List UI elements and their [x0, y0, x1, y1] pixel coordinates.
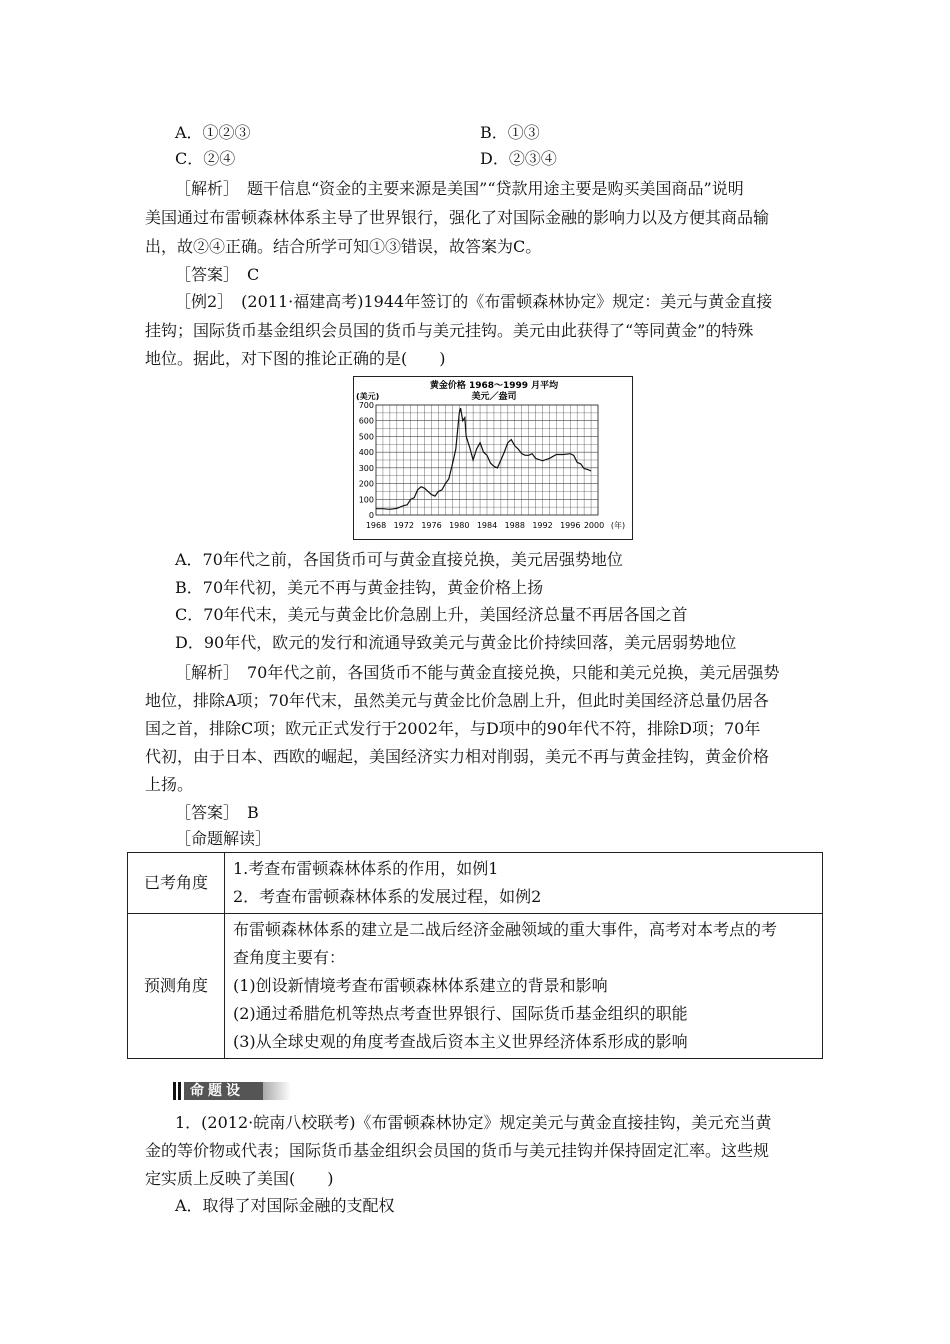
table-line: (3)从全球史观的角度考查战后资本主义世界经济体系形成的影响: [233, 1032, 688, 1051]
answer-2: ［答案］ B: [175, 803, 259, 822]
table-row: [128, 853, 823, 914]
example-2-option-d: D．90年代，欧元的发行和流通导致美元与黄金比价持续回落，美元居弱势地位: [175, 633, 737, 652]
question-1-option-a: A．取得了对国际金融的支配权: [175, 1196, 395, 1215]
table-line: (1)创设新情境考查布雷顿森林体系建立的背景和影响: [233, 976, 608, 995]
analysis-2-line-2: 地位，排除A项；70年代末，虽然美元与黄金比价急剧上升，但此时美国经济总量仍居各: [145, 691, 769, 710]
table-head-tested: 已考角度: [128, 853, 225, 914]
x-tick-label: 1968: [365, 521, 387, 530]
table-cell-tested: [225, 853, 823, 914]
table-line: 1.考查布雷顿森林体系的作用，如例1: [233, 859, 499, 878]
y-tick-label: 600: [358, 416, 374, 426]
y-tick-label: 400: [358, 448, 374, 458]
option-d: D．②③④: [480, 149, 557, 168]
reading-title: ［命题解读］: [175, 829, 272, 848]
x-tick-label: 1992: [532, 521, 553, 530]
x-tick-label: 2000: [583, 521, 605, 530]
chart-title: 黄金价格 1968～1999 月平均: [429, 381, 559, 391]
table-head-predicted: 预测角度: [128, 914, 225, 1059]
exam-reading-table: [127, 852, 823, 1059]
table-cell-predicted: [225, 914, 823, 1059]
gold-price-chart: [353, 376, 633, 540]
analysis-2-line-5: 上扬。: [145, 775, 194, 794]
example-2-option-c: C．70年代末，美元与黄金比价急剧上升，美国经济总量不再居各国之首: [175, 605, 688, 624]
x-tick-label: 1980: [449, 521, 470, 530]
analysis-2-line-3: 国之首，排除C项；欧元正式发行于2002年，与D项中的90年代不符，排除D项；70年: [145, 719, 761, 738]
table-row: [128, 914, 823, 1059]
analysis-2-line-1: ［解析］ 70年代之前，各国货币不能与黄金直接兑换，只能和美元兑换，美元居强势: [175, 663, 780, 682]
example-2-line-1: ［例2］ (2011·福建高考)1944年签订的《布雷顿森林协定》规定：美元与黄金直接: [175, 292, 773, 311]
x-tick-label: 1984: [476, 521, 498, 530]
banner-label: 命题设计: [184, 1082, 263, 1100]
table-line: (2)通过希腊危机等热点考查世界银行、国际货币基金组织的职能: [233, 1004, 688, 1023]
table-line: 查角度主要有：: [233, 948, 346, 967]
x-tick-label: 1988: [504, 521, 525, 530]
y-tick-label: 500: [358, 432, 374, 442]
x-tick-label: 1996: [560, 521, 581, 530]
y-tick-label: 300: [358, 463, 374, 473]
chart-y-unit: (美元): [356, 392, 380, 401]
question-1-line-3: 定实质上反映了美国( ): [145, 1169, 334, 1188]
option-a: A．①②③: [175, 123, 251, 142]
example-2-option-a: A．70年代之前，各国货币可与黄金直接兑换，美元居强势地位: [175, 550, 623, 569]
x-tick-label: 1972: [393, 521, 414, 530]
question-1-line-1: 1．(2012·皖南八校联考)《布雷顿森林协定》规定美元与黄金直接挂钩，美元充当黄: [175, 1113, 772, 1132]
table-line: 布雷顿森林体系的建立是二战后经济金融领域的重大事件，高考对本考点的考: [233, 920, 778, 939]
answer-1: ［答案］ C: [175, 265, 260, 284]
gold-price-line: [376, 408, 591, 509]
banner-bars-icon: [173, 1082, 181, 1100]
y-tick-label: 700: [358, 401, 374, 410]
analysis-1-line-2: 美国通过布雷顿森林体系主导了世界银行，强化了对国际金融的影响力以及方便其商品输: [145, 208, 770, 227]
banner-fade: [263, 1082, 291, 1100]
example-2-line-3: 地位。据此，对下图的推论正确的是( ): [145, 349, 446, 368]
x-tick-label: 1976: [421, 521, 442, 530]
example-2-line-2: 挂钩；国际货币基金组织会员国的货币与美元挂钩。美元由此获得了“等同黄金”的特殊: [145, 321, 754, 340]
analysis-1-line-3: 出，故②④正确。结合所学可知①③错误，故答案为C。: [145, 237, 542, 256]
example-2-option-b: B．70年代初，美元不再与黄金挂钩，黄金价格上扬: [175, 578, 544, 597]
chart-subtitle: 美元／盎司: [471, 392, 517, 402]
chart-svg: [354, 377, 632, 539]
analysis-2-line-4: 代初，由于日本、西欧的崛起，美国经济实力相对削弱，美元不再与黄金挂钩，黄金价格: [145, 747, 770, 766]
table-line: 2．考查布雷顿森林体系的发展过程，如例2: [233, 887, 542, 906]
section-banner: [173, 1081, 291, 1117]
y-tick-label: 0: [368, 511, 374, 520]
x-axis-unit: (年): [610, 521, 626, 530]
option-c: C．②④: [175, 149, 236, 168]
y-tick-label: 200: [358, 479, 374, 489]
option-b: B．①③: [480, 123, 540, 142]
analysis-1-line-1: ［解析］ 题干信息“资金的主要来源是美国”“贷款用途主要是购买美国商品”说明: [175, 179, 744, 198]
question-1-line-2: 金的等价物或代表；国际货币基金组织会员国的货币与美元挂钩并保持固定汇率。这些规: [145, 1141, 770, 1160]
y-tick-label: 100: [358, 495, 374, 505]
